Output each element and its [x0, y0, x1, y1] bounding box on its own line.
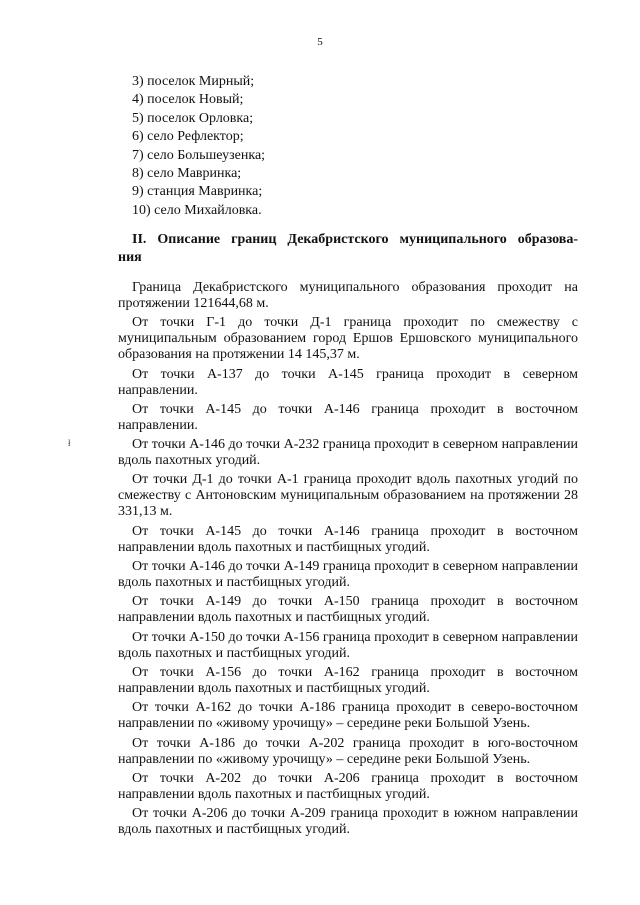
- paragraph: От точки А-149 до точки А-150 граница проходит в восточном направлении вдоль пахотных и пастбищных угодий.: [118, 594, 578, 626]
- section-heading: [118, 231, 578, 267]
- list-item: 10) село Михайловка.: [132, 202, 262, 218]
- section-heading-line1: II. Описание границ Декабристского муниципального образова-: [132, 232, 578, 247]
- paragraph: От точки А-206 до точки А-209 граница проходит в южном направлении вдоль пахотных и пастбищных угодий.: [118, 806, 578, 838]
- paragraph: От точки А-145 до точки А-146 граница проходит в восточном направлении вдоль пахотных и пастбищных угодий.: [118, 523, 578, 555]
- list-item: 8) село Мавринка;: [132, 166, 242, 182]
- paragraph: От точки Г-1 до точки Д-1 граница проходит по смежеству с муниципальным образованием город Ершов Ершовского муниципального образования на протяжении 14 145,37 м.: [118, 315, 578, 363]
- list-item: 6) село Рефлектор;: [132, 129, 244, 145]
- settlement-list: [132, 73, 265, 220]
- list-item: 3) поселок Мирный;: [132, 74, 255, 89]
- list-item: 4) поселок Новый;: [132, 92, 244, 108]
- list-item: 9) станция Мавринка;: [132, 184, 263, 200]
- list-item: 5) поселок Орловка;: [132, 110, 254, 126]
- paragraph: От точки А-146 до точки А-232 граница проходит в северном направлении вдоль пахотных угодий.: [118, 437, 578, 469]
- margin-mark: ł: [68, 438, 71, 448]
- paragraph: От точки Д-1 до точки А-1 граница проходит вдоль пахотных угодий по смежеству с Антоновским муниципальным образованием на протяжении 28 331,13 м.: [118, 472, 578, 520]
- paragraph: От точки А-146 до точки А-149 граница проходит в северном направлении вдоль пахотных и пастбищных угодий.: [118, 559, 578, 591]
- paragraph: От точки А-186 до точки А-202 граница проходит в юго-восточном направлении по «живому урочищу» – середине реки Большой Узень.: [118, 735, 578, 767]
- page-number: 5: [317, 36, 323, 48]
- paragraph: От точки А-137 до точки А-145 граница проходит в северном направлении.: [118, 366, 578, 398]
- list-item: 7) село Большеузенка;: [132, 147, 266, 163]
- paragraph: От точки А-145 до точки А-146 граница проходит в восточном направлении.: [118, 401, 578, 433]
- paragraph: От точки А-202 до точки А-206 граница проходит в восточном направлении вдоль пахотных и пастбищных угодий.: [118, 770, 578, 802]
- boundary-description: [118, 280, 578, 841]
- paragraph: От точки А-162 до точки А-186 граница проходит в северо-восточном направлении по «живому урочищу» – середине реки Большой Узень.: [118, 700, 578, 732]
- section-heading-line2: ния: [118, 250, 142, 265]
- paragraph: От точки А-150 до точки А-156 граница проходит в северном направлении вдоль пахотных и пастбищных угодий.: [118, 629, 578, 661]
- paragraph: Граница Декабристского муниципального образования проходит на протяжении 121644,68 м.: [118, 280, 578, 311]
- paragraph: От точки А-156 до точки А-162 граница проходит в восточном направлении вдоль пахотных и пастбищных угодий.: [118, 664, 578, 696]
